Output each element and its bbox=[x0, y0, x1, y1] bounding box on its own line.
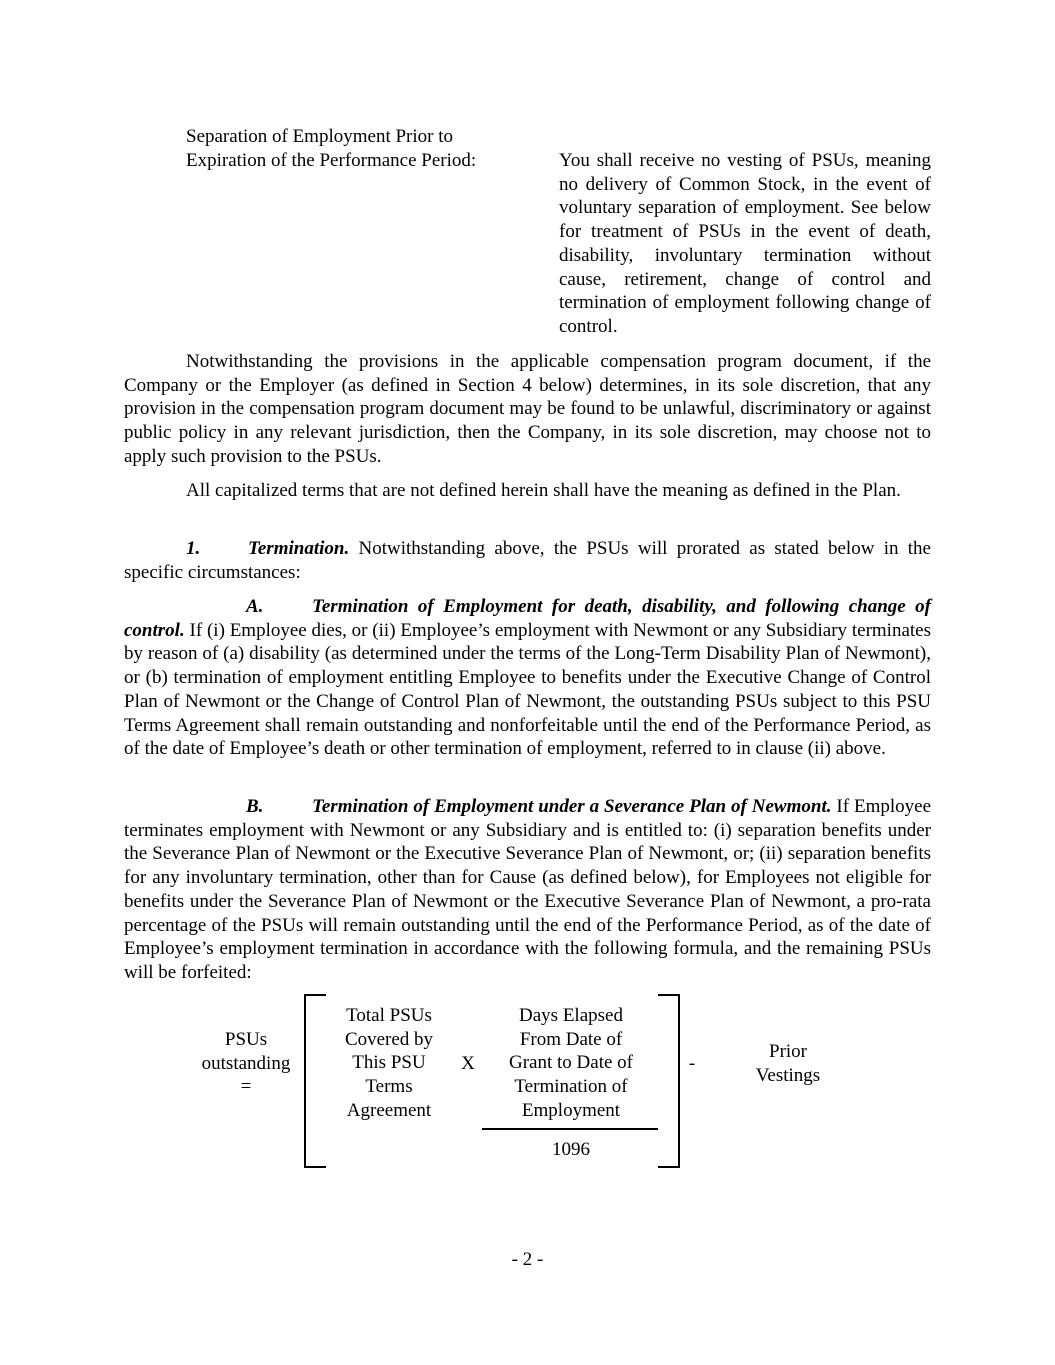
formula-numerator-line: Termination of bbox=[514, 1076, 628, 1098]
capitalized-terms-paragraph: All capitalized terms that are not defined herein shall have the meaning as defined in the Plan. bbox=[186, 480, 901, 501]
formula-numerator-line: Days Elapsed bbox=[519, 1005, 623, 1026]
formula-total-psus-line: This PSU bbox=[352, 1052, 426, 1074]
section-a-text: If (i) Employee dies, or (ii) Employee’s employment with Newmont or any Subsidiary terminates by reason of (a) disability (as determined under the terms of the Long-Term Disability Plan of Newmont), or (b) termination of employment entitling Employee to benefits under the Executive Change of Control Plan of Newmont or the Change of Control Plan of Newmont, the outstanding PSUs subject to this PSU Terms Agreement shall remain outstanding and nonforfeitable until the end of the Performance Period, as of the date of Employee’s death or other termination of employment, referred to in clause (ii) above. bbox=[124, 619, 931, 760]
formula-numerator-line: Employment bbox=[521, 1099, 621, 1121]
formula-total-psus-line: Covered by bbox=[344, 1028, 434, 1050]
formula-total-psus-line: Total PSUs bbox=[346, 1005, 432, 1026]
formula-fraction-bar bbox=[482, 1128, 658, 1130]
section-1-number: 1. bbox=[186, 538, 201, 559]
formula-numerator bbox=[486, 1004, 656, 1123]
formula-total-psus-line: Agreement bbox=[346, 1099, 432, 1121]
separation-heading-value: You shall receive no vesting of PSUs, meaning no delivery of Common Stock, in the event of voluntary separation of employment. See below for treatment of PSUs in the event of death, disability, involuntary termination without cause, retirement, change of control and termination of employment following change of control. bbox=[559, 150, 931, 337]
formula-numerator-line: From Date of bbox=[519, 1028, 623, 1050]
formula-times-sign: X bbox=[461, 1053, 475, 1074]
formula-total-psus bbox=[322, 1004, 456, 1123]
section-b-text: If Employee terminates employment with Newmont or any Subsidiary and is entitled to: (i) separation benefits under the Severance Plan of Newmont or the Executive Severance Plan of Newmont, or; (ii) separation benefits for any involuntary termination, other than for Cause (as defined below), for Employees not eligible for benefits under the Severance Plan of Newmont or the Executive Severance Plan of Newmont, a pro-rata percentage of the PSUs will remain outstanding until the end of the Performance Period, as of the date of Employee’s employment termination in accordance with the following formula, and the remaining PSUs will be forfeited: bbox=[124, 796, 932, 983]
formula-prior-vestings-line: Prior bbox=[769, 1041, 807, 1062]
formula-total-psus-line: Terms bbox=[365, 1076, 413, 1098]
section-b-letter: B. bbox=[246, 796, 264, 817]
section-a-title: Termination of Employment for death, disability, and following change of control. bbox=[124, 596, 931, 641]
formula-prior-vestings-line: Vestings bbox=[755, 1064, 821, 1086]
section-b-title: Termination of Employment under a Severance Plan of Newmont. bbox=[312, 796, 832, 817]
formula-lhs-line: = bbox=[240, 1076, 252, 1098]
page-number: - 2 - bbox=[511, 1249, 544, 1270]
section-a-letter: A. bbox=[246, 596, 264, 617]
formula-numerator-line: Grant to Date of bbox=[509, 1052, 633, 1074]
formula-minus-sign: - bbox=[688, 1053, 696, 1074]
formula-denominator: 1096 bbox=[552, 1139, 590, 1160]
heading-label-line: Separation of Employment Prior to bbox=[186, 126, 454, 147]
heading-label-line: Expiration of the Performance Period: bbox=[186, 149, 477, 171]
formula-lhs bbox=[186, 1028, 306, 1099]
formula-lhs-line: outstanding bbox=[201, 1052, 291, 1074]
formula-lhs-line: PSUs bbox=[224, 1029, 268, 1050]
section-1-text: Notwithstanding above, the PSUs will prorated as stated below in the specific circumstances: bbox=[124, 538, 931, 583]
section-1-title: Termination. bbox=[248, 538, 350, 559]
formula-right-bracket bbox=[658, 994, 680, 1168]
formula-prior-vestings bbox=[740, 1040, 836, 1087]
notwithstanding-paragraph: Notwithstanding the provisions in the applicable compensation program document, if the Company or the Employer (as defined in Section 4 below) determines, in its sole discretion, that any provision in the compensation program document may be found to be unlawful, discriminatory or against public policy in any relevant jurisdiction, then the Company, in its sole discretion, may choose not to apply such provision to the PSUs. bbox=[124, 351, 931, 467]
